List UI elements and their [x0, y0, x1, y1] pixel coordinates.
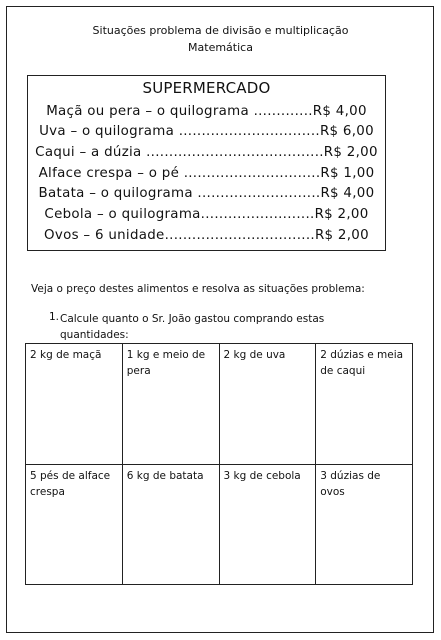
grid-row — [26, 344, 413, 465]
page-title: Situações problema de divisão e multiplicação — [92, 24, 349, 37]
grid-cell[interactable]: 3 dúzias de ovos — [316, 464, 413, 585]
price-item: Cebola – o quilograma.........................R$ 2,00 — [44, 207, 369, 222]
grid-cell[interactable]: 2 dúzias e meia de caqui — [316, 344, 413, 465]
question-number: 1. — [49, 311, 60, 323]
grid-cell[interactable]: 2 kg de maçã — [26, 344, 123, 465]
price-item: Maçã ou pera – o quilograma .............R$ 4,00 — [46, 104, 367, 119]
grid-cell[interactable]: 3 kg de cebola — [219, 464, 316, 585]
instructions-text: Veja o preço destes alimentos e resolva as situações problema: — [31, 283, 365, 295]
price-list-box — [27, 75, 386, 251]
subject-title: Matemática — [188, 41, 253, 54]
grid-cell[interactable]: 2 kg de uva — [219, 344, 316, 465]
grid-cell[interactable]: 6 kg de batata — [122, 464, 219, 585]
grid-cell[interactable]: 5 pés de alface crespa — [26, 464, 123, 585]
answer-grid — [25, 343, 413, 585]
grid-cell[interactable]: 1 kg e meio de pera — [122, 344, 219, 465]
price-item: Alface crespa – o pé ..............................R$ 1,00 — [38, 166, 375, 181]
price-item: Batata – o quilograma ...........................R$ 4,00 — [38, 186, 375, 201]
grid-row — [26, 464, 413, 585]
question-text: Calcule quanto o Sr. João gastou comprando estas quantidades: — [60, 313, 325, 341]
price-item: Uva – o quilograma ...............................R$ 6,00 — [39, 124, 374, 139]
price-list-title: SUPERMERCADO — [142, 79, 271, 97]
price-item: Ovos – 6 unidade.................................R$ 2,00 — [44, 228, 369, 243]
price-item: Caqui – a dúzia .......................................R$ 2,00 — [35, 145, 378, 160]
